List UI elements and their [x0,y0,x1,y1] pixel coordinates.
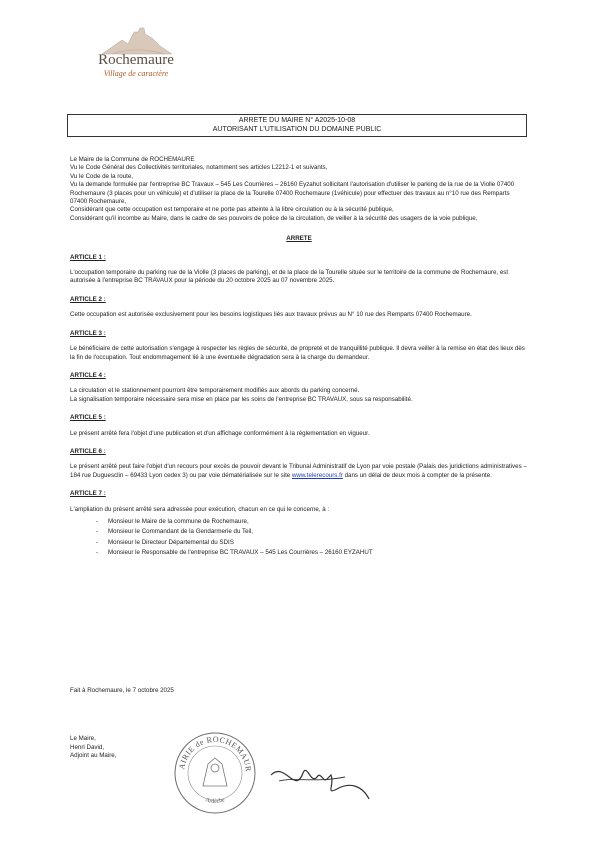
document-title-box [67,114,527,137]
stamp-top-text: AIRIE de ROCHEMAUR [177,734,254,773]
signatory-role: Adjoint au Maire, [70,752,117,760]
stamp-bottom-text: Ardèche [204,797,226,805]
document-title-line1: ARRETE DU MAIRE N° A2025-10-08 [238,117,356,124]
article-7-title: ARTICLE 7 : [70,490,106,498]
preamble-line: Vu le Code Général des Collectivités territoriales, notamment ses articles L2212-1 et suivants, [70,164,328,172]
stamp-seal-icon [170,728,260,818]
document-body [70,156,528,560]
document-title-line2: AUTORISANT L'UTILISATION DU DOMAINE PUBLIC [212,126,382,133]
article-1-title: ARTICLE 1 : [70,253,106,261]
arrete-heading: ARRETE [286,235,312,243]
recipient-item: - Monsieur le Maire de la commune de Rochemaure, [100,518,528,526]
article-4-title: ARTICLE 4 : [70,371,106,379]
recipient-item: - Monsieur le Directeur Départemental du SDIS [100,539,528,547]
preamble-line: Considérant qu'il incombe au Maire, dans le cadre de ses pouvoirs de police de la circulation, de veiller à la sécurité des usagers de la voie publique, [70,214,478,222]
article-6-text-before: Le présent arrêté peut faire l'objet d'un recours pour excès de pouvoir devant le Tribunal Administratif de Lyon par voie postale (Palais des juridictions administratives – 184 rue Duguesclin – 69433 Lyon cedex 3) ou par voie dématérialisée sur le site [70,463,527,479]
preamble-line: Vu la demande formulée par l'entreprise BC Travaux – 545 Les Courrières – 26160 Eyzahut sollicitant l'autorisation d'utiliser le parking de la rue de la Violle 07400 Rochemaure (3 places pour un véhicule) et d'utiliser la place de la Tourelle 07400 Rochemaure (1véhicule) pour effectuer des travaux au n°10 rue des Remparts 07400 Rochemaure, [70,181,515,206]
svg-text:Ardèche [204,797,226,805]
telerecours-link[interactable]: www.telerecours.fr [291,471,343,479]
preamble-line: Vu le Code de la route, [70,172,134,180]
article-2-text: Cette occupation est autorisée exclusivement pour les besoins logistiques liés aux travaux prévus au N° 10 rue des Remparts 07400 Rochemaure. [70,311,472,319]
article-3-title: ARTICLE 3 : [70,329,106,337]
preamble-line: Considérant que cette occupation est temporaire et ne porte pas atteinte à la libre circulation ou à la sécurité publique, [70,206,394,214]
logo-subtitle: Village de caractère [103,69,169,78]
article-3-text: Le bénéficiaire de cette autorisation s'engage à respecter les règles de sécurité, de propreté et de tranquillité publique. Il devra veiller à la remise en état des lieux dès la fin de l'occupation. Tout endommagement lié à une éventuelle dégradation sera à la charge du demandeur. [70,345,525,361]
article-6-title: ARTICLE 6 : [70,447,106,455]
article-5-text: Le présent arrêté fera l'objet d'une publication et d'un affichage conformément à la réglementation en vigueur. [70,429,370,437]
signatory-name: Henri David, [70,743,105,751]
article-6-text-after: dans un délai de deux mois à compter de la présente. [342,471,492,479]
article-2-title: ARTICLE 2 : [70,295,106,303]
article-4-text: La circulation et le stationnement pourront être temporairement modifiés aux abords du parking concerné. La signalisation temporaire nécessaire sera mise en place par les soins de l'entreprise BC TRAVAUX, sous sa responsabilité. [70,387,413,403]
article-7-text: L'ampliation du présent arrêté sera adressée pour exécution, chacun en ce qui le concerne, à : [70,505,330,513]
recipient-item: - Monsieur le Responsable de l'entreprise BC TRAVAUX – 545 Les Courrières – 26160 EYZAHUT [100,549,528,557]
article-5-title: ARTICLE 5 : [70,414,106,422]
signature-icon [265,755,375,805]
place-date: Fait à Rochemaure, le 7 octobre 2025 [70,687,174,694]
article-1-text: L'occupation temporaire du parking rue de la Violle (3 places de parking), et de la place de la Tourelle située sur le territoire de la commune de Rochemaure, est autorisée à l'entreprise BC TRAVAUX pour la période du 20 octobre 2025 au 07 novembre 2025. [70,269,509,285]
article-6-text [70,463,528,480]
recipient-list [100,518,528,558]
signatory-block [70,735,116,761]
recipient-item: - Monsieur le Commandant de la Gendarmerie du Teil, [100,528,528,536]
handwritten-signature [265,755,375,805]
logo-name: Rochemaure [98,52,174,68]
signatory-line: Le Maire, [70,735,96,742]
commune-logo [82,26,192,86]
official-stamp [170,728,260,818]
preamble-line: Le Maire de la Commune de ROCHEMAURE [70,156,195,163]
